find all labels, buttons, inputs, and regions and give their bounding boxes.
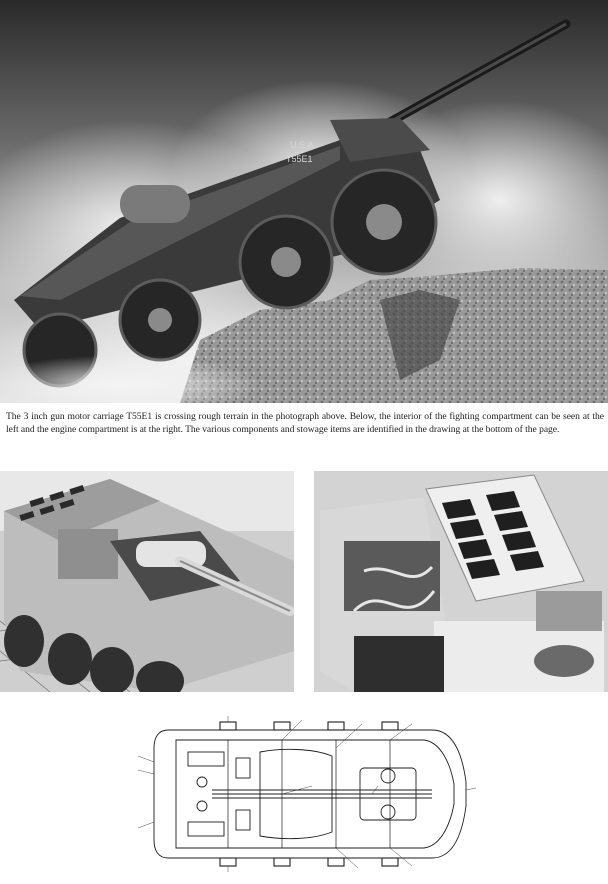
engine-compartment-image: [314, 471, 608, 692]
component-diagram-drawing: [132, 712, 480, 876]
hull-marking-line2: T55E1: [286, 154, 313, 164]
engine-compartment-photo: [314, 471, 608, 692]
photo-caption: The 3 inch gun motor carriage T55E1 is crossing rough terrain in the photograph above. Below, the interior of the fighting compartment can be seen at the left and the engine compartment is at the right. The various components and stowage items are identified in the drawing at the bottom of the page.: [6, 411, 604, 436]
hero-photo: [0, 0, 608, 403]
fighting-compartment-image: [0, 471, 294, 692]
component-diagram: [132, 712, 480, 876]
fighting-compartment-photo: [0, 471, 294, 692]
hero-photo-image: [0, 0, 608, 403]
hull-marking-line1: U.S.A.: [290, 140, 317, 150]
